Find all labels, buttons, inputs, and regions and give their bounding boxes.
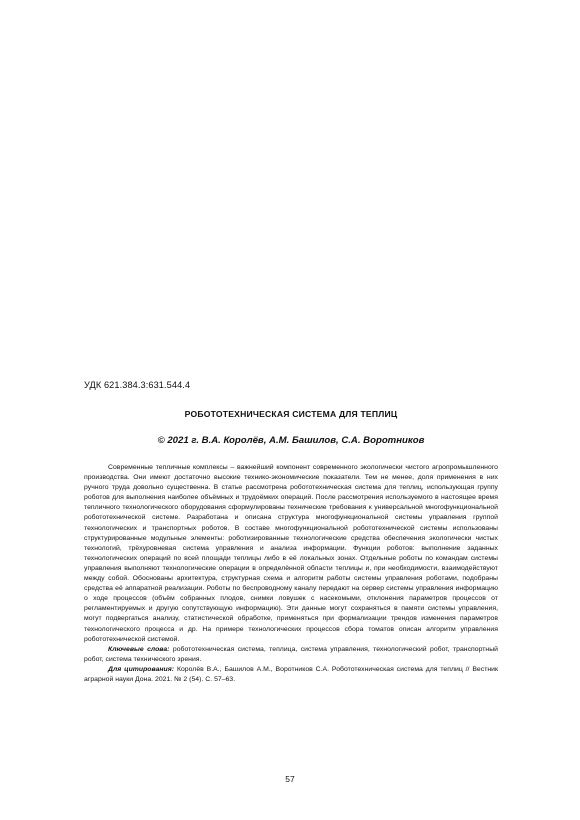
article-authors: © 2021 г. В.А. Королёв, А.М. Башилов, С.А. Воротников	[157, 435, 425, 446]
citation-paragraph	[84, 665, 498, 685]
keywords-paragraph	[84, 645, 498, 665]
citation-label: Для цитирования:	[108, 665, 175, 673]
keywords-label: Ключевые слова:	[108, 645, 170, 653]
abstract-block	[84, 463, 498, 685]
citation-text: Королёв В.А., Башилов А.М., Воротников С.А. Робототехническая система для теплиц // Вестник аграрной науки Дона. 2021. № 2 (54). С. 57–63.	[84, 665, 499, 683]
udc-code: УДК 621.384.3:631.544.4	[84, 380, 191, 390]
keywords-text: робототехническая система, теплица, система управления, технологический робот, транспортный робот, система технического зрения.	[84, 645, 498, 663]
article-title: РОБОТОТЕХНИЧЕСКАЯ СИСТЕМА ДЛЯ ТЕПЛИЦ	[184, 409, 398, 419]
abstract-text: Современные тепличные комплексы – важнейший компонент современного экологически чистого агропромышленного производства. Они имеют достаточно высокие технико-экономические показатели. Тем не менее, доля применения в них ручного труда довольно существенна. В статье рассмотрена робототехническая система для теплиц, использующая группу роботов для выполнения наиболее объёмных и трудоёмких операций. После рассмотрения используемого в настоящее время тепличного технологического оборудования сформулированы технические требования к универсальной многофункциональной робототехнической системе. Разработана и описана структура многофункциональной системы управления группой технологических и транспортных роботов. В составе многофункциональной робототехнической системы использованы структурированные модульные элементы: роботизированные технологические средства обеспечения экологически чистых технологий, трёхуровневая система управления и анализа информации. Функции роботов: выполнение заданных технологических операций по всей площади теплицы либо в её локальных зонах. Отдельные роботы по командам системы управления выполняют технологические операции в определённой области теплицы и, при необходимости, взаимодействуют между собой. Обоснованы архитектура, структурная схема и алгоритм работы системы управления роботами, подобраны средства её аппаратной реализации. Роботы по беспроводному каналу передают на сервер системы управления информацию о ходе процессов (объём собранных плодов, снимки ловушек с насекомыми, отклонения параметров процессов от регламентируемых и другую сопутствующую информацию). Эти данные могут сохраняться в памяти системы управления, могут подвергаться анализу, статистической обработке, применяться при формализации трендов изменения параметров технологического процесса и др. На примере технологических процессов сбора томатов описан алгоритм управления робототехнической системой.	[84, 464, 498, 643]
page-number: 57	[285, 774, 295, 784]
